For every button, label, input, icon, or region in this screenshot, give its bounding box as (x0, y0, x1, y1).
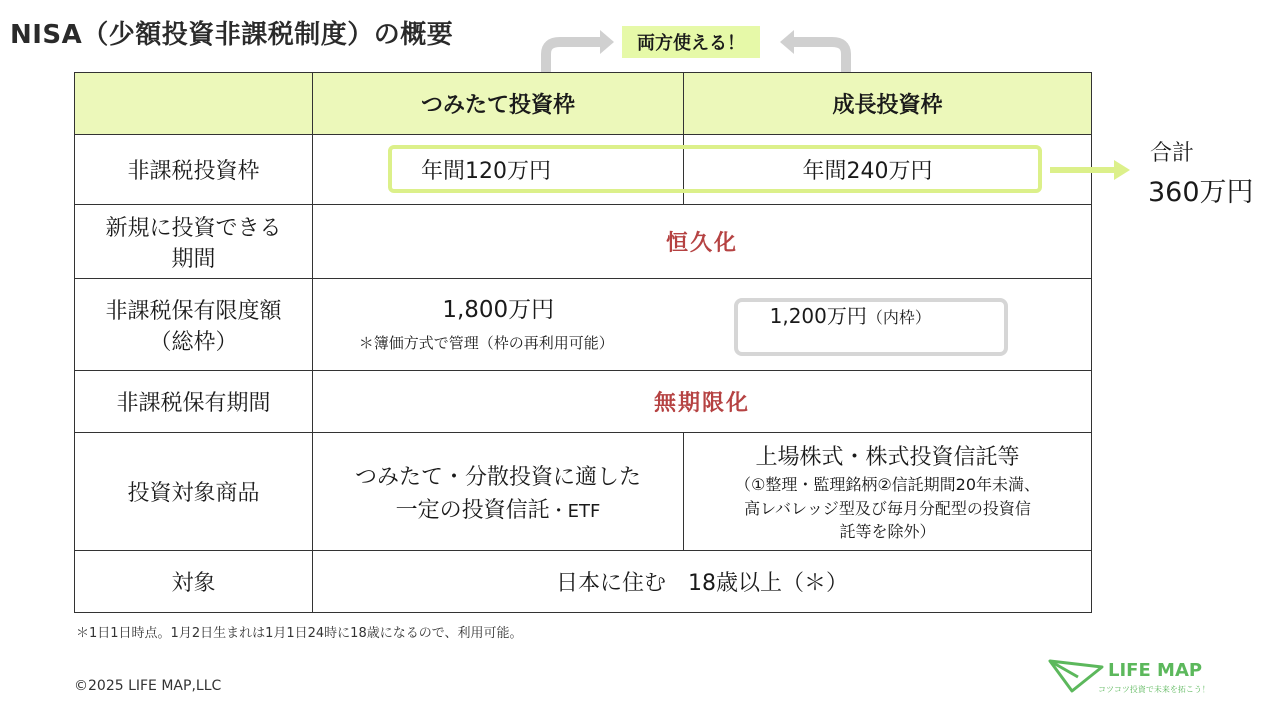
growth-products: 上場株式・株式投資信託等 （①整理・監理銘柄②信託期間20年未満、 高レバレッジ型及び毎月分配型の投資信 託等を除外） (684, 433, 1092, 551)
eligibility-value: 日本に住む 18歳以上（＊） (313, 551, 1092, 613)
row-label-tax-free-limit: 非課税投資枠 (75, 135, 313, 205)
row-label-eligibility: 対象 (75, 551, 313, 613)
indefinite-value: 無期限化 (313, 371, 1092, 433)
header-growth: 成長投資枠 (684, 73, 1092, 135)
total-holding-limit: 1,800万円 ＊簿価方式で管理（枠の再利用可能） (313, 279, 684, 371)
table-row (75, 551, 1092, 613)
header-tsumitate: つみたて投資枠 (313, 73, 684, 135)
row-label-new-invest-period: 新規に投資できる 期間 (75, 205, 313, 279)
permanent-value: 恒久化 (313, 205, 1092, 279)
inner-limit-highlight (734, 298, 1008, 356)
annual-limit-highlight (388, 145, 1042, 193)
footnote: ＊1日1日時点。1月2日生まれは1月1日24時に18歳になるので、利用可能。 (76, 626, 523, 641)
header-empty-cell (75, 73, 313, 135)
tsumitate-annual-limit: 年間120万円 (313, 135, 684, 205)
page-title: NISA（少額投資非課税制度）の概要 (10, 20, 454, 50)
table-row (75, 433, 1092, 551)
row-label-holding-limit: 非課税保有限度額 （総枠） (75, 279, 313, 371)
row-label-products: 投資対象商品 (75, 433, 313, 551)
paper-plane-icon (1048, 657, 1104, 693)
tsumitate-products: つみたて・分散投資に適した 一定の投資信託・ETF (313, 433, 684, 551)
table-row (75, 371, 1092, 433)
row-label-holding-period: 非課税保有期間 (75, 371, 313, 433)
both-usable-callout: 両方使える！ (622, 26, 760, 58)
table-row (75, 205, 1092, 279)
logo-tagline: コツコツ投資で未来を拓こう！ (1098, 685, 1210, 694)
growth-inner-limit: 1,200万円（内枠） (684, 279, 1092, 371)
logo-name: LIFE MAP (1108, 660, 1203, 681)
total-label: 合計 (1150, 141, 1195, 166)
copyright: ©2025 LIFE MAP,LLC (74, 678, 222, 694)
table-header-row (75, 73, 1092, 135)
growth-annual-limit: 年間240万円 (684, 135, 1092, 205)
arrow-right-icon (1050, 158, 1132, 182)
total-value: 360万円 (1148, 177, 1254, 208)
